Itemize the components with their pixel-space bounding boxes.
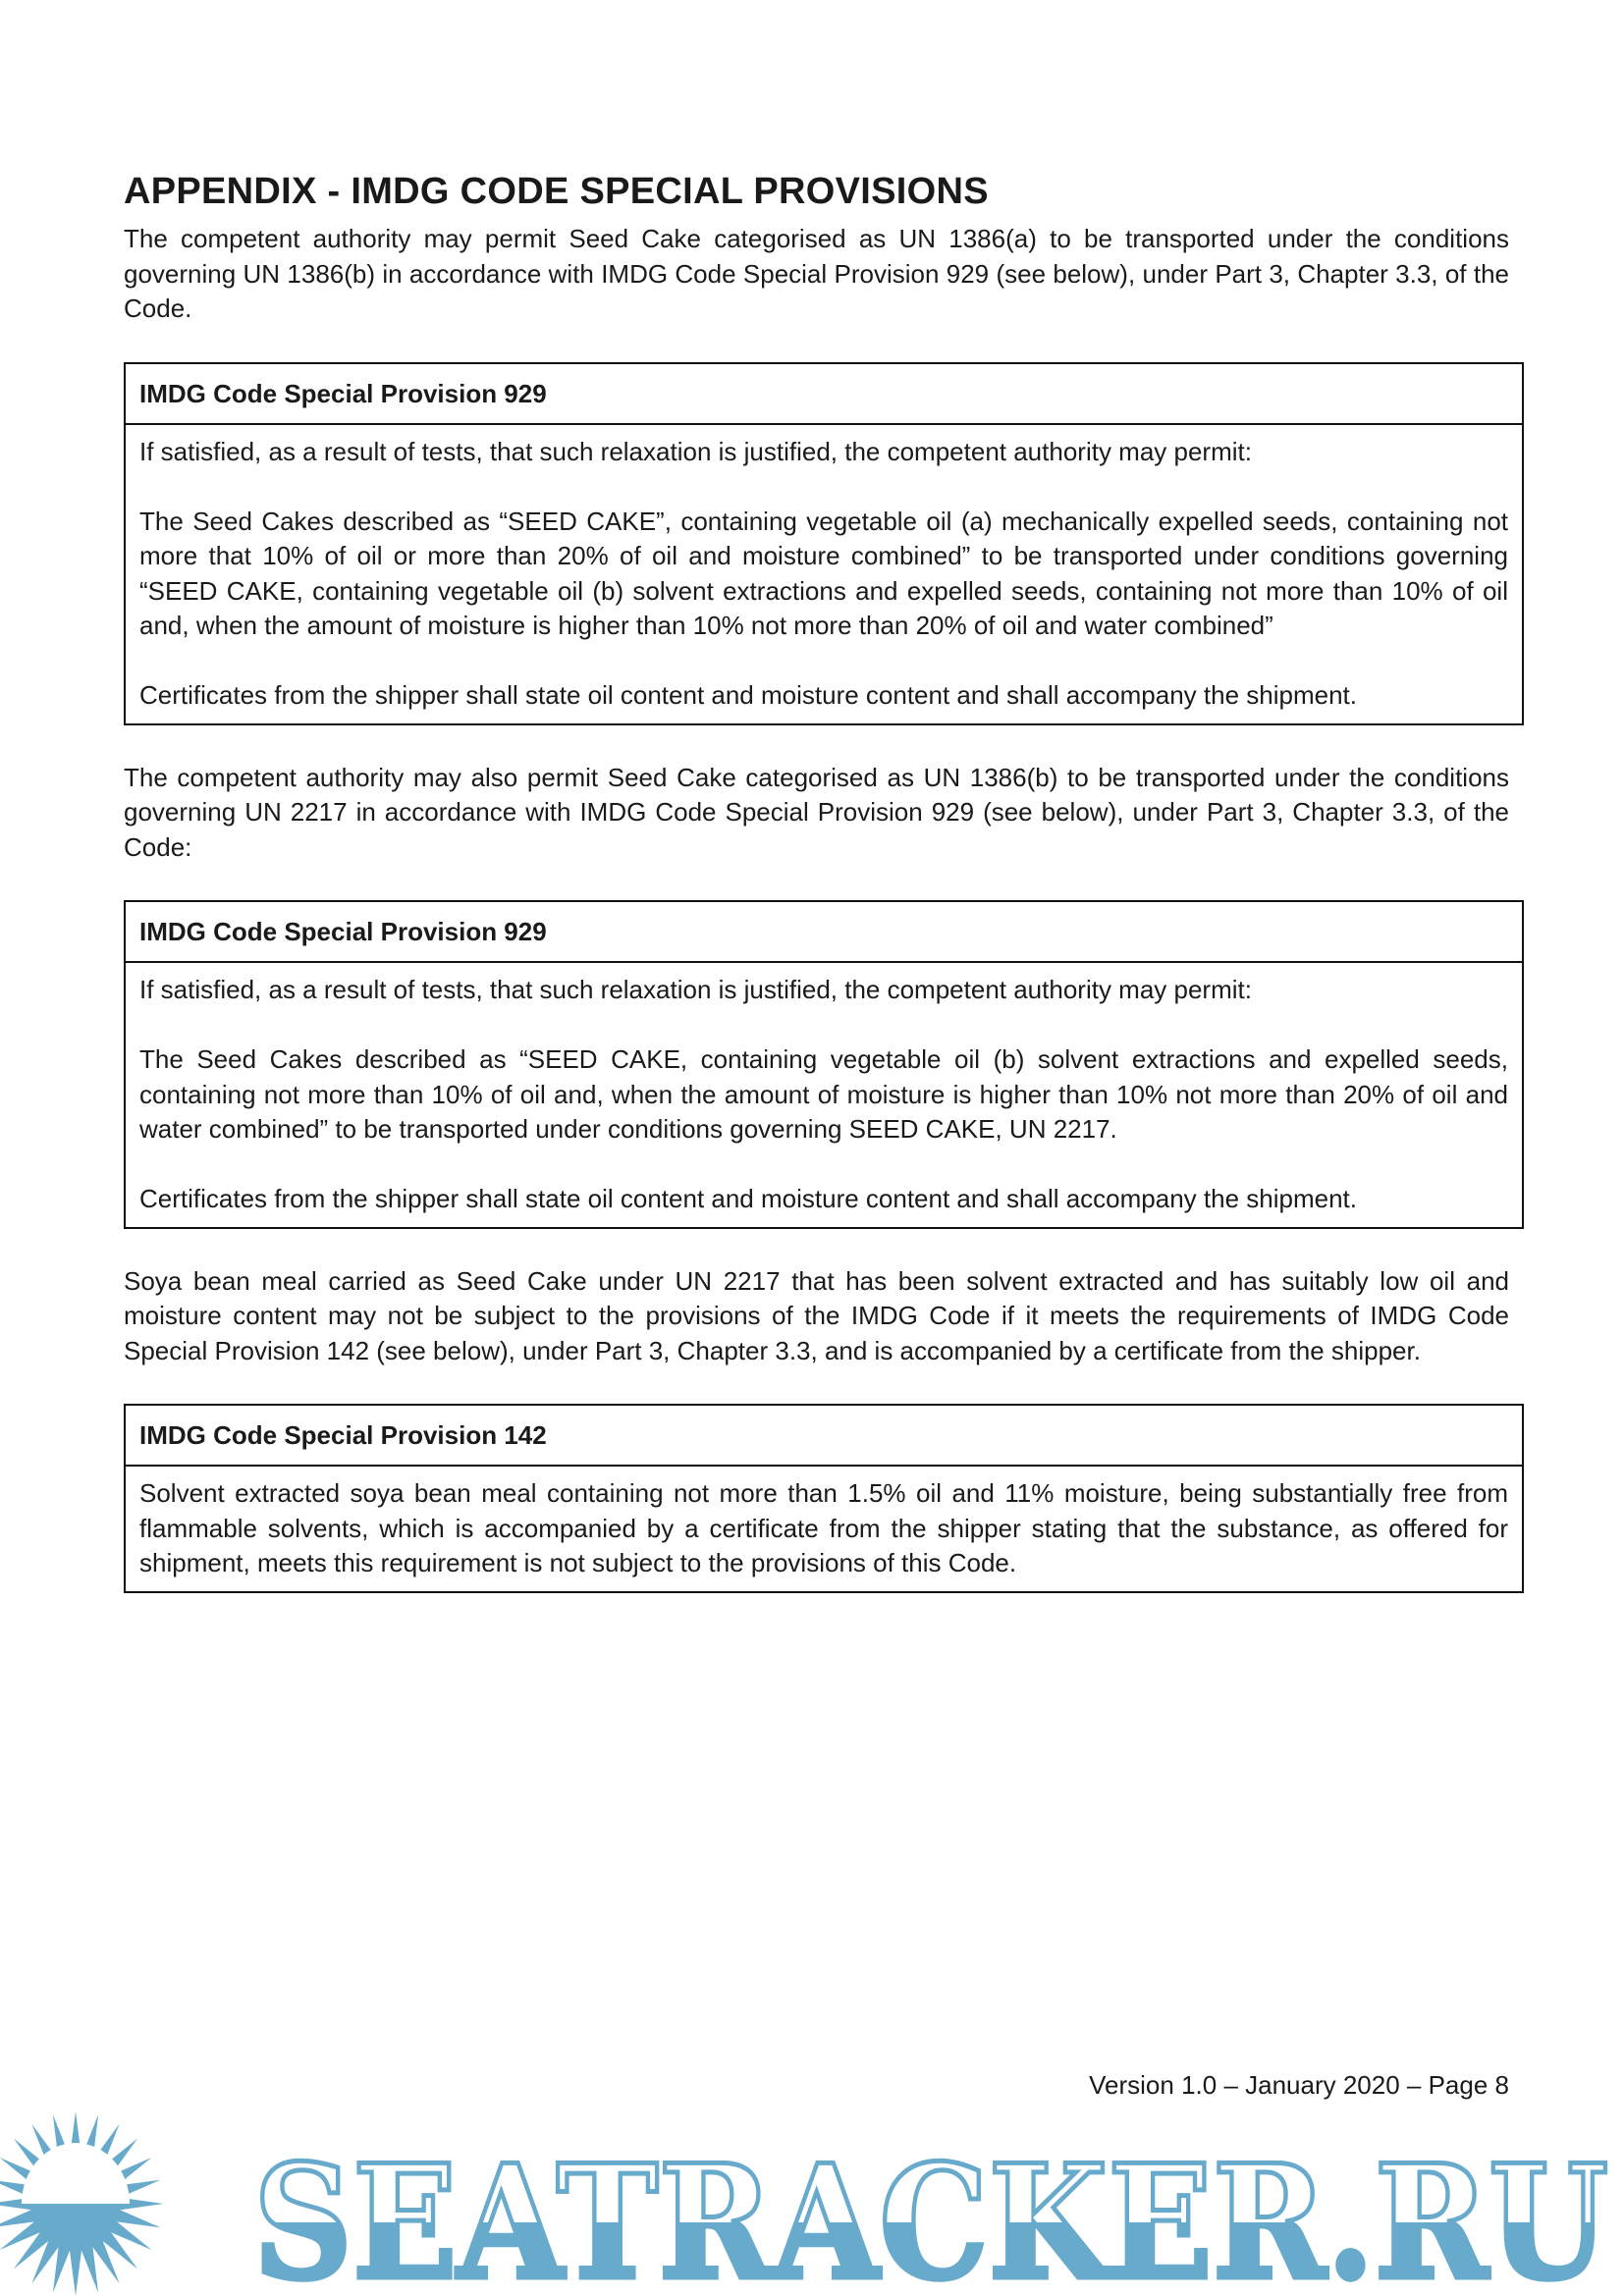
watermark-text: SEATRACKER.RU bbox=[253, 2130, 1608, 2296]
box-text: Certificates from the shipper shall state oil content and moisture content and shall accompany the shipment. bbox=[139, 680, 1357, 710]
third-paragraph: Soya bean meal carried as Seed Cake under UN 2217 that has been solvent extracted and has suitably low oil and moisture content may not be subject to the provisions of the IMDG Code if it meets the requirements of IMDG Code Special Provision 142 (see below), under Part 3, Chapter 3.3, and is accompanied by a certificate from the shipper. bbox=[124, 1265, 1509, 1365]
page-content bbox=[124, 169, 1524, 1593]
box-title: IMDG Code Special Provision 929 bbox=[126, 364, 1522, 425]
sun-icon bbox=[0, 2111, 163, 2296]
box-text: The Seed Cakes described as “SEED CAKE”, containing vegetable oil (a) mechanically expelled seeds, containing not more that 10% of oil or more than 20% of oil and moisture combined” to be transported under conditions governing “SEED CAKE, containing vegetable oil (b) solvent extractions and expelled seeds, containing not more than 10% of oil and, when the amount of moisture is higher than 10% not more than 20% of oil and water combined” bbox=[139, 506, 1508, 640]
second-paragraph: The competent authority may also permit Seed Cake categorised as UN 1386(b) to be transported under the conditions governing UN 2217 in accordance with IMDG Code Special Provision 929 (see below), under Part 3, Chapter 3.3, of the Code: bbox=[124, 762, 1509, 862]
box-text: Certificates from the shipper shall state oil content and moisture content and shall accompany the shipment. bbox=[139, 1184, 1357, 1213]
box-title: IMDG Code Special Provision 929 bbox=[126, 902, 1522, 963]
box-text: If satisfied, as a result of tests, that such relaxation is justified, the competent authority may permit: bbox=[139, 975, 1252, 1004]
page-heading: APPENDIX - IMDG CODE SPECIAL PROVISIONS bbox=[124, 171, 989, 212]
box-title: IMDG Code Special Provision 142 bbox=[126, 1406, 1522, 1467]
box-text: The Seed Cakes described as “SEED CAKE, containing vegetable oil (b) solvent extractions and expelled seeds, containing not more than 10% of oil and, when the amount of moisture is higher than 10% not more than 20% of oil and water combined” to be transported under conditions governing SEED CAKE, UN 2217. bbox=[139, 1044, 1508, 1144]
special-provision-box-929-a bbox=[124, 362, 1524, 725]
special-provision-box-142 bbox=[124, 1404, 1524, 1593]
page-footer: Version 1.0 – January 2020 – Page 8 bbox=[1089, 2070, 1509, 2100]
box-text: If satisfied, as a result of tests, that such relaxation is justified, the competent authority may permit: bbox=[139, 436, 1252, 466]
intro-paragraph: The competent authority may permit Seed Cake categorised as UN 1386(a) to be transported under the conditions governing UN 1386(b) in accordance with IMDG Code Special Provision 929 (see below), under Part 3, Chapter 3.3, of the Code. bbox=[124, 224, 1509, 323]
box-text: Solvent extracted soya bean meal containing not more than 1.5% oil and 11% moisture, being substantially free from flammable solvents, which is accompanied by a certificate from the shipper stating that the substance, as offered for shipment, meets this requirement is not subject to the provisions of this Code. bbox=[139, 1478, 1508, 1577]
seatracker-watermark-logo bbox=[0, 2110, 1624, 2296]
special-provision-box-929-b bbox=[124, 900, 1524, 1229]
